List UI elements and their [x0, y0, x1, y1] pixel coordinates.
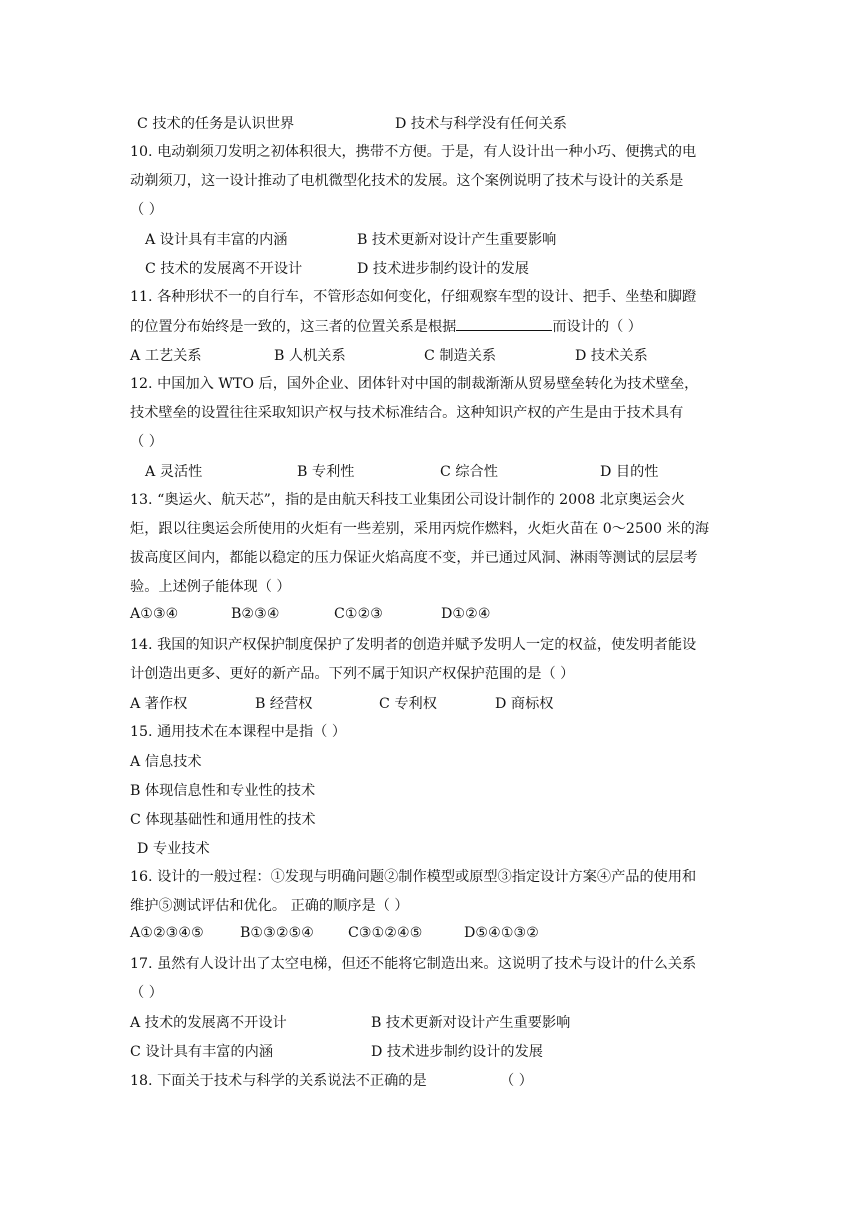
q11-stem-line2-pre: 的位置分布始终是一致的，这三者的位置关系是根据	[130, 319, 457, 335]
q17-option-d: D 技术进步制约设计的发展	[371, 1044, 543, 1060]
q9-option-c: C 技术的任务是认识世界	[137, 116, 295, 132]
q14-option-c: C 专利权	[379, 696, 437, 712]
q13-stem-line1: 13. “奥运火、航天芯”，指的是由航天科技工业集团公司设计制作的 2008 北京奥运会火	[130, 492, 685, 508]
q16-option-a: A①②③④⑤	[130, 925, 204, 941]
q12-option-b: B 专利性	[297, 464, 355, 480]
q11-stem-line1: 11. 各种形状不一的自行车，不管形态如何变化，仔细观察车型的设计、把手、坐垫和脚蹬	[130, 289, 697, 305]
q15-option-a: A 信息技术	[130, 754, 202, 770]
q11-stem-line2-post: 而设计的（ ）	[552, 319, 642, 335]
q14-option-a: A 著作权	[130, 696, 188, 712]
q16-option-c: C③①②④⑤	[348, 925, 423, 941]
q16-option-d: D⑤④①③②	[464, 925, 539, 941]
q17-option-a: A 技术的发展离不开设计	[130, 1015, 287, 1031]
q11-option-a: A 工艺关系	[130, 348, 202, 364]
q14-option-b: B 经营权	[255, 696, 313, 712]
q12-stem-line2: 技术壁垒的设置往往采取知识产权与技术标准结合。这种知识产权的产生是由于技术具有	[130, 405, 684, 421]
q12-answer-paren: （ ）	[130, 434, 163, 450]
q11-stem-line2	[130, 316, 740, 336]
q10-option-a: A 设计具有丰富的内涵	[145, 232, 288, 248]
q10-option-c: C 技术的发展离不开设计	[145, 261, 303, 277]
q13-option-c: C①②③	[334, 606, 384, 622]
q10-stem-line1: 10. 电动剃须刀发明之初体积很大，携带不方便。于是，有人设计出一种小巧、便携式的电	[130, 144, 697, 160]
q11-option-b: B 人机关系	[274, 348, 346, 364]
q14-option-d: D 商标权	[495, 696, 554, 712]
q17-stem-line1: 17. 虽然有人设计出了太空电梯，但还不能将它制造出来。这说明了技术与设计的什么关系	[130, 956, 697, 972]
q15-option-d: D 专业技术	[137, 841, 210, 857]
q9-option-d: D 技术与科学没有任何关系	[395, 116, 567, 132]
q15-stem-line1: 15. 通用技术在本课程中是指（ ）	[130, 724, 347, 740]
q16-stem-line2: 维护⑤测试评估和优化。 正确的顺序是（ ）	[130, 898, 409, 914]
q10-option-b: B 技术更新对设计产生重要影响	[357, 232, 557, 248]
q11-option-d: D 技术关系	[575, 348, 648, 364]
q12-stem-line1: 12. 中国加入 WTO 后，国外企业、团体针对中国的制裁渐渐从贸易壁垒转化为技术壁垒，	[130, 376, 699, 392]
q10-stem-line2: 动剃须刀，这一设计推动了电机微型化技术的发展。这个案例说明了技术与设计的关系是	[130, 173, 684, 189]
q13-option-a: A①③④	[130, 606, 179, 622]
q13-stem-line2: 炬，跟以往奥运会所使用的火炬有一些差别，采用丙烷作燃料，火炬火苗在 0～2500 米的海	[130, 521, 710, 537]
q18-stem-line1: 18. 下面关于技术与科学的关系说法不正确的是	[130, 1073, 427, 1089]
q17-answer-paren: （ ）	[130, 985, 163, 1001]
q11-fill-blank	[456, 316, 552, 331]
q13-stem-line4: 验。上述例子能体现（ ）	[130, 579, 291, 595]
q16-option-b: B①③②⑤④	[240, 925, 315, 941]
q14-stem-line1: 14. 我国的知识产权保护制度保护了发明者的创造并赋予发明人一定的权益，使发明者能设	[130, 637, 697, 653]
q18-answer-paren: （ ）	[500, 1073, 533, 1089]
q17-option-c: C 设计具有丰富的内涵	[130, 1044, 274, 1060]
q11-option-c: C 制造关系	[424, 348, 497, 364]
q12-option-c: C 综合性	[440, 464, 498, 480]
q17-option-b: B 技术更新对设计产生重要影响	[371, 1015, 571, 1031]
q10-answer-paren: （ ）	[130, 202, 163, 218]
q10-option-d: D 技术进步制约设计的发展	[357, 261, 529, 277]
q15-option-c: C 体现基础性和通用性的技术	[130, 812, 316, 828]
q13-stem-line3: 拔高度区间内，都能以稳定的压力保证火焰高度不变，并已通过风洞、淋雨等测试的层层考	[130, 550, 698, 566]
q13-option-b: B②③④	[231, 606, 280, 622]
q12-option-a: A 灵活性	[145, 464, 203, 480]
q14-stem-line2: 计创造出更多、更好的新产品。下列不属于知识产权保护范围的是（ ）	[130, 666, 575, 682]
q12-option-d: D 目的性	[600, 464, 659, 480]
q15-option-b: B 体现信息性和专业性的技术	[130, 783, 316, 799]
q16-stem-line1: 16. 设计的一般过程：①发现与明确问题②制作模型或原型③指定设计方案④产品的使用和	[130, 869, 697, 885]
q13-option-d: D①②④	[441, 606, 491, 622]
